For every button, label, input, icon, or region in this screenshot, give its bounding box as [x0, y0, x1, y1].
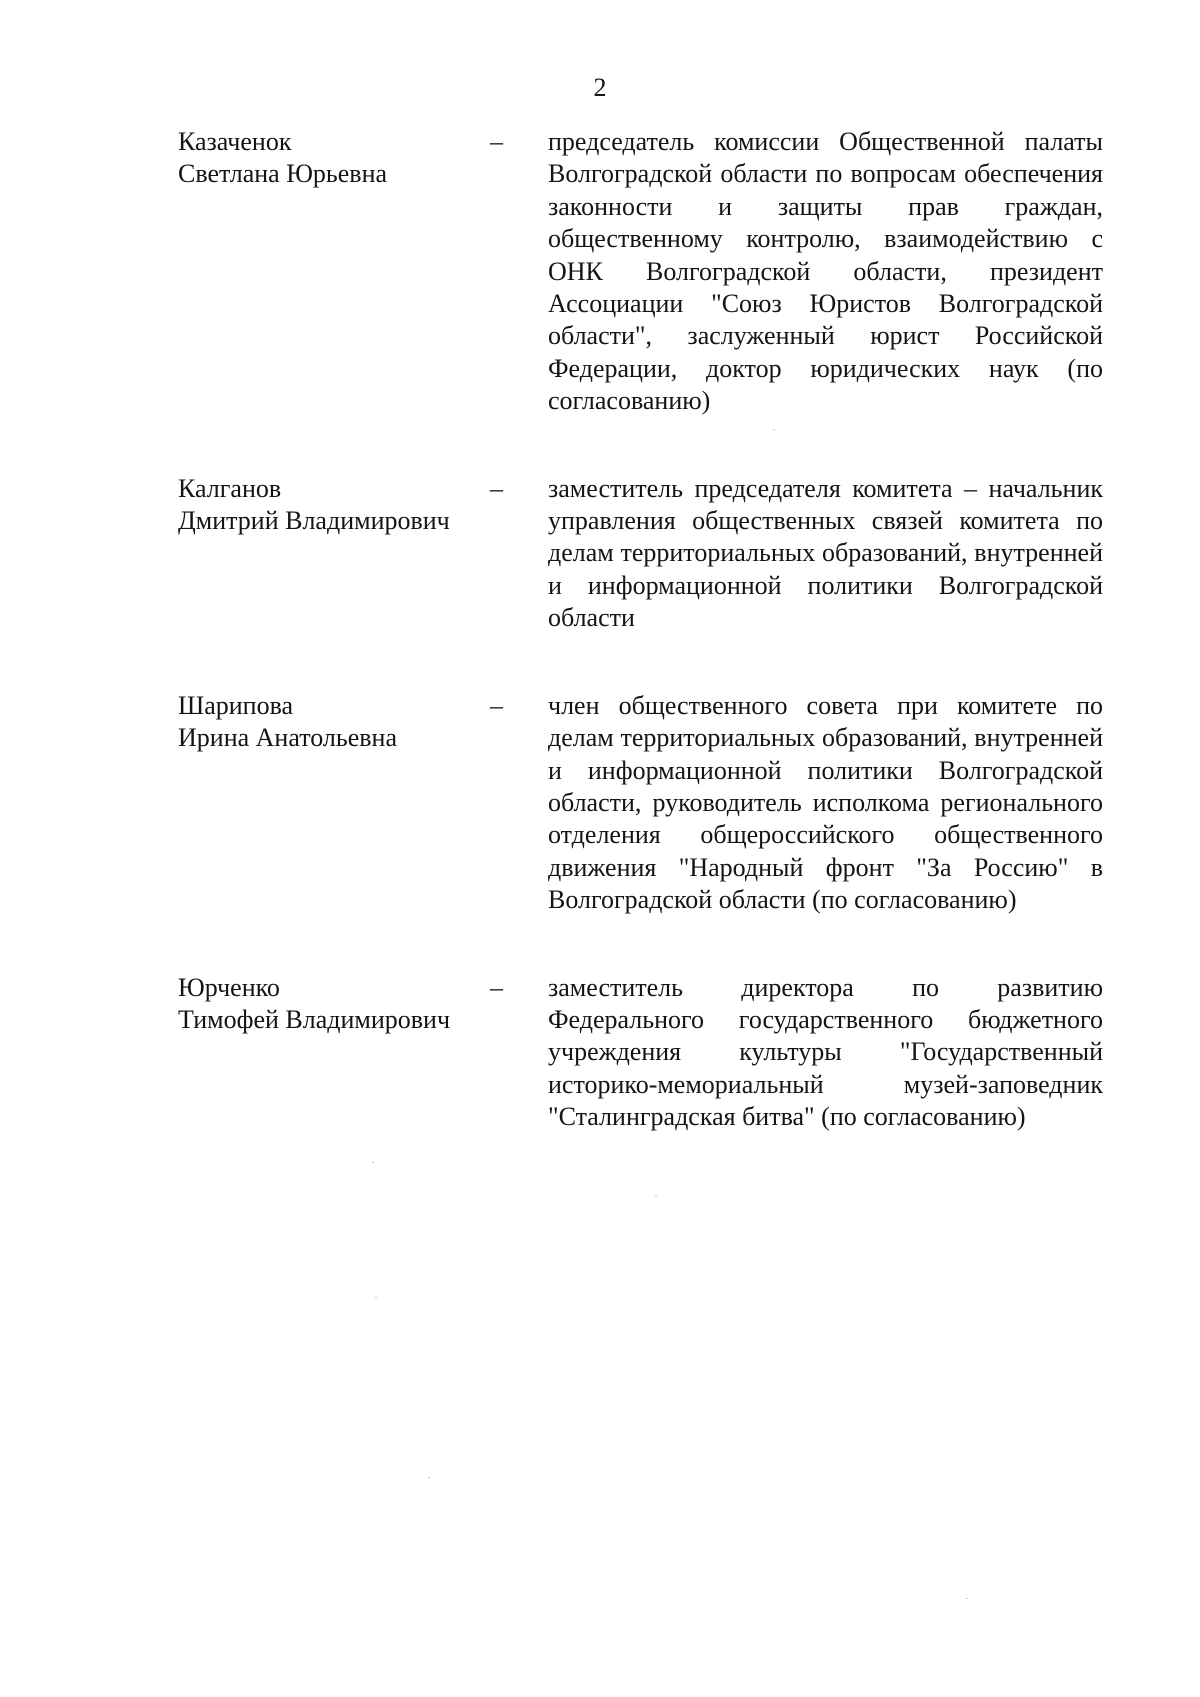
dash-separator: – — [490, 473, 503, 503]
member-given-names: Дмитрий Владимирович — [178, 506, 450, 536]
scan-speck — [966, 1598, 968, 1599]
member-entry — [178, 126, 1103, 418]
member-name — [178, 690, 490, 755]
dash-separator: – — [490, 972, 503, 1002]
member-description: заместитель директора по развитию Федерального государственного бюджетного учреждения культуры "Государственный историко-мемориальный музей-заповедник "Сталинградская битва" (по согласованию) — [548, 972, 1103, 1132]
member-surname: Калганов — [178, 473, 282, 503]
member-surname: Казаченок — [178, 127, 292, 156]
member-entry — [178, 972, 1103, 1134]
dash-separator: – — [490, 690, 503, 720]
member-surname: Шарипова — [178, 690, 294, 720]
member-given-names: Светлана Юрьевна — [178, 159, 388, 189]
scan-speck — [655, 1196, 657, 1197]
member-name — [178, 473, 490, 538]
member-description: заместитель председателя комитета – начальник управления общественных связей комитета по делам территориальных образований, внутренней и информационной политики Волгоградской области — [548, 473, 1103, 633]
member-given-names: Тимофей Владимирович — [178, 1004, 451, 1034]
scan-speck — [375, 1297, 377, 1298]
member-description: председатель комиссии Общественной палаты Волгоградской области по вопросам обеспечения законности и защиты прав граждан, общественному контролю, взаимодействию с ОНК Волгоградской области, президент Ассоциации "Союз Юристов Волгоградской области", заслуженный юрист Российской Федерации, доктор юридических наук (по согласованию) — [548, 127, 1103, 416]
scan-speck — [773, 429, 775, 430]
member-entry — [178, 473, 1103, 635]
member-name — [178, 126, 490, 191]
scan-speck — [428, 1477, 430, 1478]
member-list — [178, 126, 1103, 1189]
member-description: член общественного совета при комитете по делам территориальных образований, внутренней и информационной политики Волгоградской области, руководитель исполкома регионального отделения общероссийского общественного движения "Народный фронт "За Россию" в Волгоградской области (по согласованию) — [548, 690, 1103, 915]
member-name — [178, 972, 490, 1037]
member-given-names: Ирина Анатольевна — [178, 723, 397, 753]
scan-speck — [372, 1162, 374, 1163]
member-entry — [178, 690, 1103, 917]
member-surname: Юрченко — [178, 972, 280, 1002]
page-number: 2 — [593, 73, 607, 102]
dash-separator: – — [490, 127, 503, 156]
